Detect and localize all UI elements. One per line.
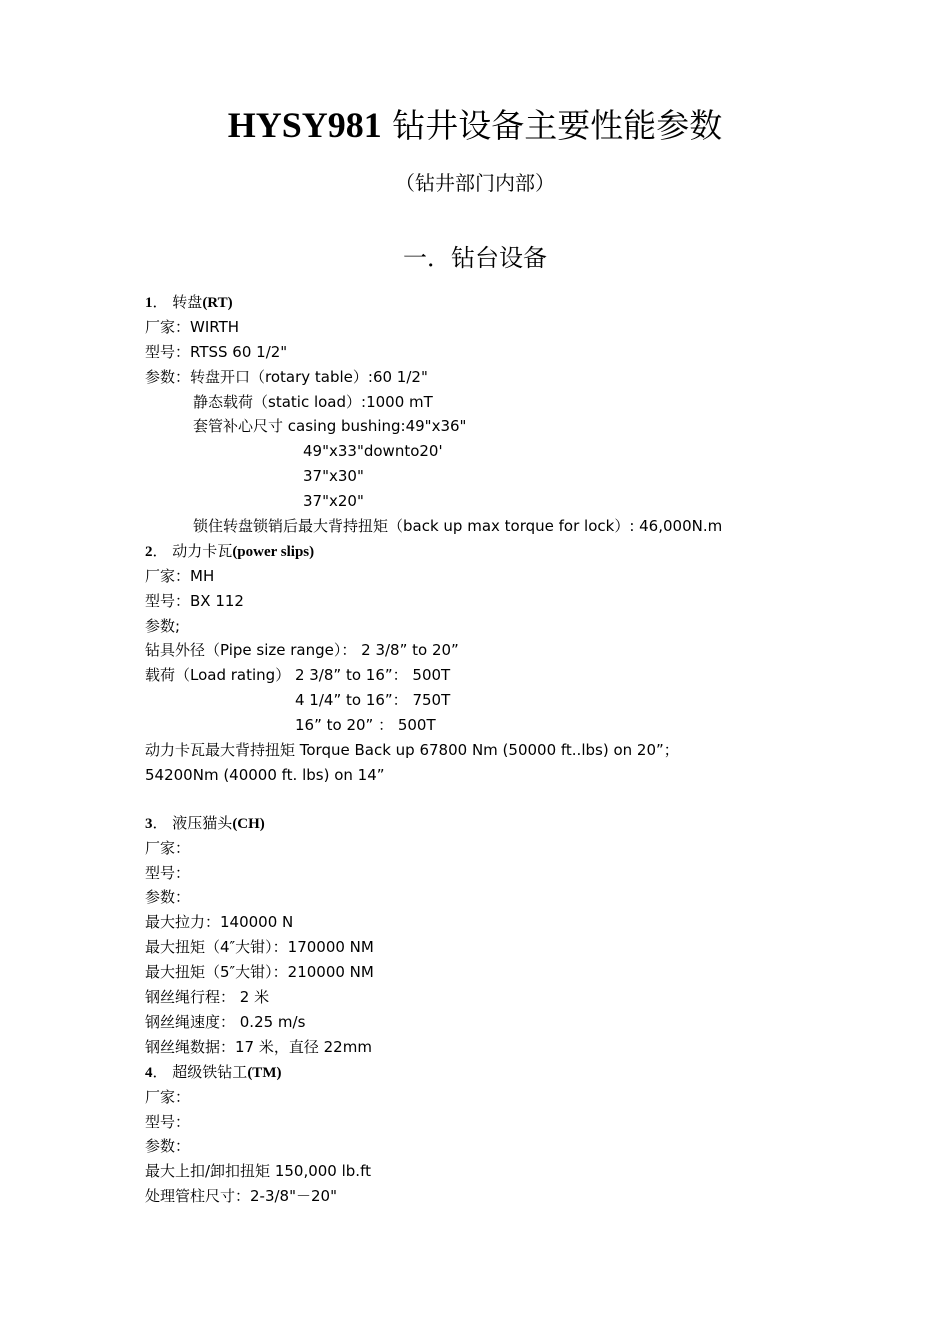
document-title <box>0 100 950 151</box>
item-heading-rt: 1． 转盘(RT) <box>145 293 233 311</box>
document-subtitle: （钻井部门内部） <box>395 171 555 195</box>
ps-load-rating-row: 16” to 20” ： 500T <box>295 716 436 735</box>
ps-maker: 厂家：MH <box>145 566 215 585</box>
item-number: 3 <box>145 815 153 832</box>
ch-max-torque-4in: 最大扭矩（4″大钳）：170000 NM <box>145 938 374 957</box>
item-abbr: (RT) <box>202 295 233 311</box>
item-number: 1 <box>145 295 153 311</box>
tm-max-torque: 最大上扣/卸扣扭矩 150,000 lb.ft <box>145 1162 371 1181</box>
ps-pipe-size-range: 钻具外径（Pipe size range）： 2 3/8” to 20” <box>145 641 459 660</box>
item-heading-power-slips: 2． 动力卡瓦(power slips) <box>145 541 315 560</box>
title-text: 钻井设备主要性能参数 <box>392 106 723 145</box>
rt-param-opening: 参数：转盘开口（rotary table）:60 1/2" <box>145 367 428 386</box>
item-name: 液压猫头 <box>172 813 233 832</box>
ch-wire-data: 钢丝绳数据：17 米，直径 22mm <box>145 1037 372 1056</box>
rt-bushing-size: 37"x30" <box>303 467 364 486</box>
ch-max-pull: 最大拉力：140000 N <box>145 913 294 932</box>
ch-wire-speed: 钢丝绳速度： 0.25 m/s <box>145 1012 306 1031</box>
ps-backup-torque-cont: 54200Nm (40000 ft. lbs) on 14” <box>145 765 385 784</box>
ps-params-label: 参数; <box>145 616 181 635</box>
ps-model: 型号：BX 112 <box>145 591 244 610</box>
tm-model: 型号： <box>145 1112 191 1131</box>
rt-model: 型号：RTSS 60 1/2" <box>145 342 288 361</box>
rt-param-backup-torque: 锁住转盘锁销后最大背持扭矩（back up max torque for lock）: 46,000N.m <box>193 517 723 536</box>
tm-pipe-size: 处理管柱尺寸：2-3/8"－20" <box>145 1187 337 1206</box>
ch-params-label: 参数： <box>145 888 191 907</box>
item-number: 2 <box>145 543 153 560</box>
rt-bushing-size: 37"x20" <box>303 492 364 511</box>
blank-line <box>145 788 865 811</box>
rt-param-casing-bushing: 套管补心尺寸 casing bushing:49"x36" <box>193 417 467 436</box>
rt-bushing-size: 49"x33"downto20' <box>303 442 443 461</box>
ps-backup-torque: 动力卡瓦最大背持扭矩 Torque Back up 67800 Nm (50000 ft..lbs) on 20”； <box>145 741 679 760</box>
ch-maker: 厂家： <box>145 838 191 857</box>
ps-load-rating-row: 4 1/4” to 16”： 750T <box>295 691 451 710</box>
item-name: 转盘 <box>172 293 203 311</box>
item-heading-ch: 3． 液压猫头(CH) <box>145 813 265 832</box>
item-name: 超级铁钻工 <box>172 1062 248 1081</box>
rt-maker: 厂家：WIRTH <box>145 317 240 336</box>
document-body <box>145 290 865 1209</box>
item-heading-tm: 4． 超级铁钻工(TM) <box>145 1062 282 1081</box>
ch-max-torque-5in: 最大扭矩（5″大钳）：210000 NM <box>145 963 374 982</box>
rt-param-static-load: 静态载荷（static load）:1000 mT <box>193 392 433 411</box>
item-abbr: (CH) <box>232 815 265 832</box>
ps-load-rating: 载荷（Load rating） 2 3/8” to 16”： 500T <box>145 666 451 685</box>
item-abbr: (TM) <box>247 1064 282 1081</box>
ch-wire-stroke: 钢丝绳行程： 2 米 <box>145 988 270 1007</box>
title-code: HYSY981 <box>227 105 382 145</box>
item-abbr: (power slips) <box>232 543 315 560</box>
tm-params-label: 参数： <box>145 1137 191 1156</box>
ch-model: 型号： <box>145 863 191 882</box>
item-name: 动力卡瓦 <box>172 541 233 560</box>
tm-maker: 厂家： <box>145 1087 191 1106</box>
section-heading: 一．钻台设备 <box>403 244 547 272</box>
item-number: 4 <box>145 1064 153 1081</box>
